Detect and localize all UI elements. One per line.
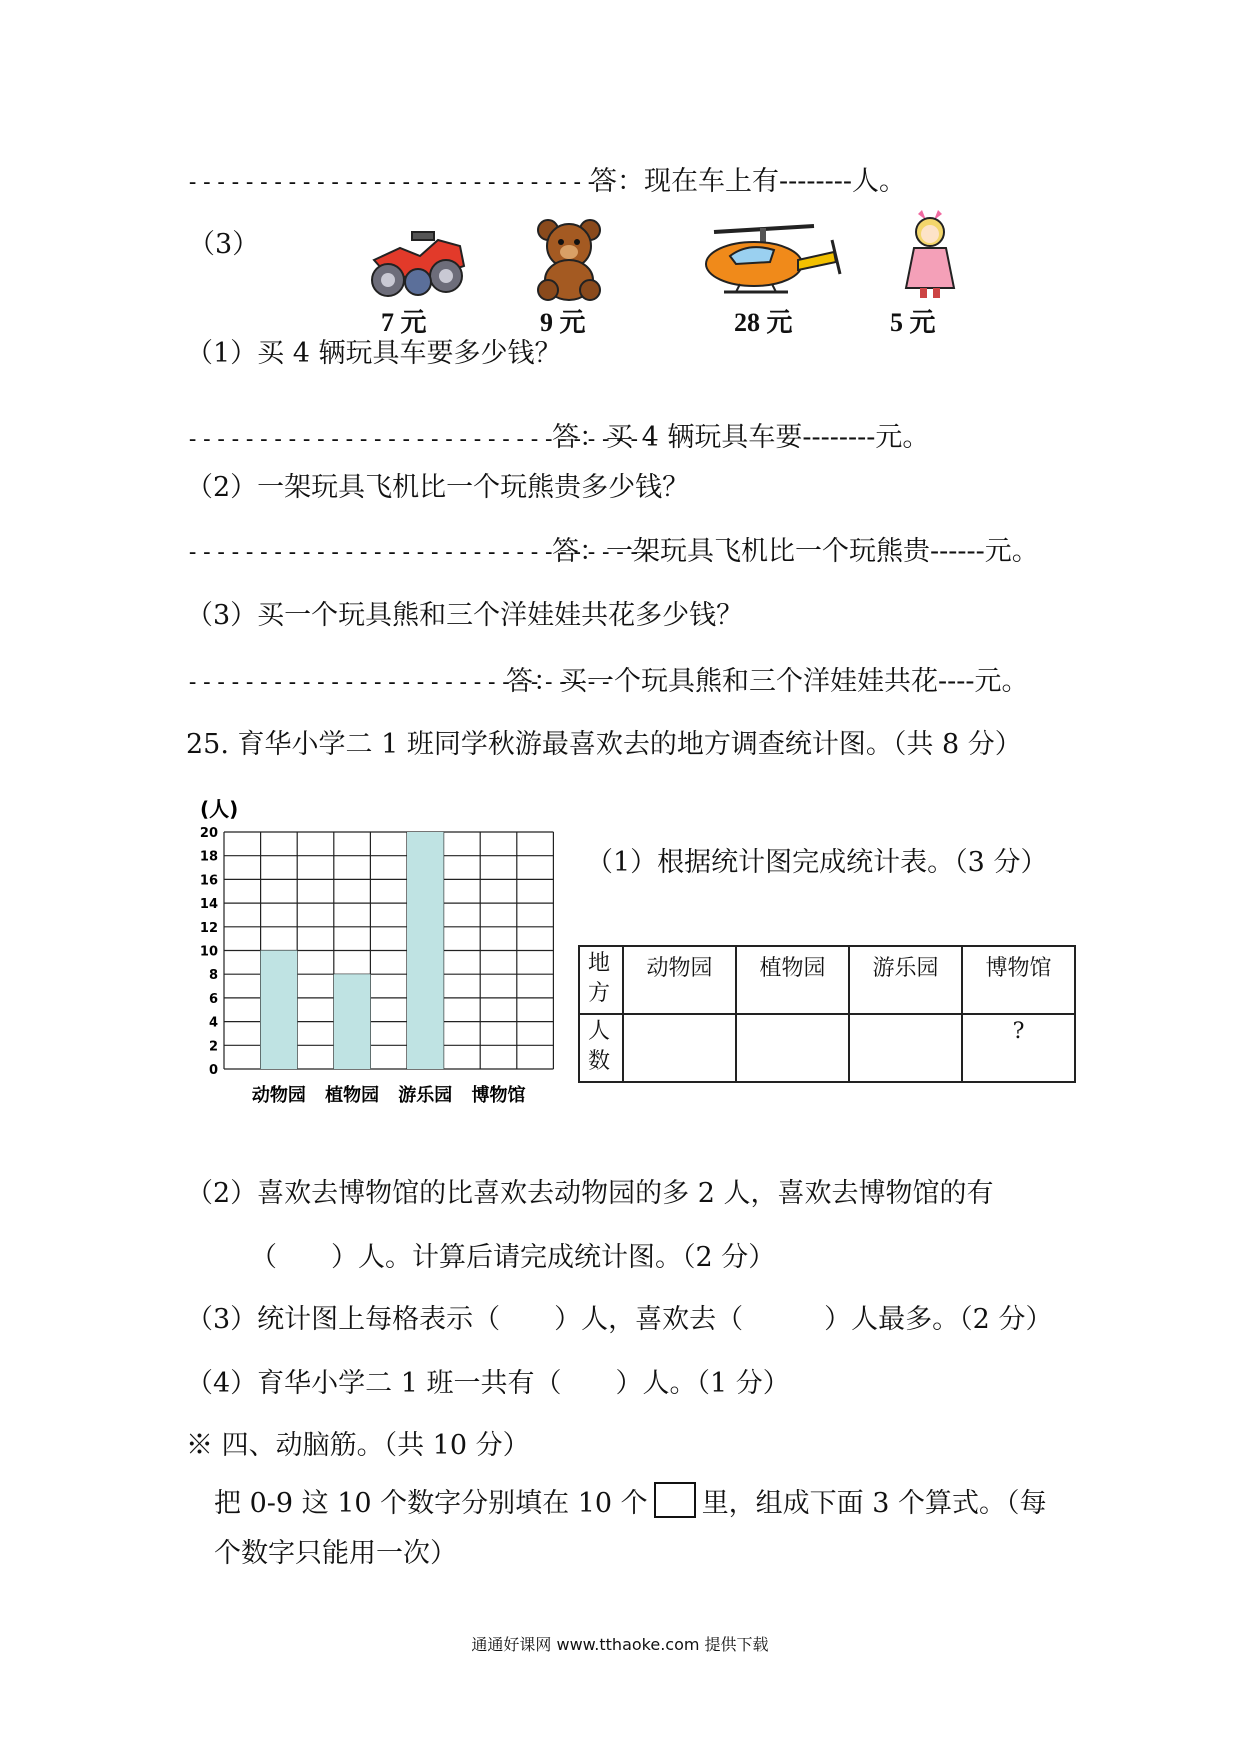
answer-blank-line: ------------------------------ xyxy=(186,670,614,695)
y-tick-label: 0 xyxy=(208,1063,218,1078)
helicopter-icon xyxy=(684,222,850,302)
table-cell[interactable] xyxy=(623,1014,736,1082)
table-header-cell: 植物园 xyxy=(736,946,849,1014)
y-tick-label: 2 xyxy=(208,1039,218,1055)
table-cell[interactable]: ? xyxy=(962,1014,1075,1082)
answer-blank-line: ------------------------------ xyxy=(186,170,614,195)
bar-游乐园 xyxy=(407,832,444,1069)
question-25-part-4: （4）育华小学二 1 班一共有（ ）人。（1 分） xyxy=(186,1368,790,1399)
answer-box-icon xyxy=(654,1482,696,1518)
section-4-line-2: 个数字只能用一次） xyxy=(214,1538,457,1569)
teddy-bear-icon xyxy=(532,218,606,302)
table-cell[interactable] xyxy=(736,1014,849,1082)
y-tick-label: 8 xyxy=(208,968,218,984)
chart-y-ticks xyxy=(200,826,218,1078)
price-doll: 5 元 xyxy=(890,308,936,337)
atv-toy-car-icon xyxy=(360,226,470,300)
bar-动物园 xyxy=(261,951,298,1070)
row-header-place: 地方 xyxy=(579,946,623,1014)
price-helicopter: 28 元 xyxy=(734,308,793,337)
x-category-label: 动物园 xyxy=(251,1085,306,1106)
answer-text: 答：现在车上有--------人。 xyxy=(590,166,906,197)
statistics-table xyxy=(578,945,1076,1083)
section-4-line-1 xyxy=(214,1482,1047,1522)
question-25-part-3: （3）统计图上每格表示（ ）人，喜欢去（ ）人最多。（2 分） xyxy=(186,1304,1053,1335)
section-4-text: 里，组成下面 3 个算式。（每 xyxy=(701,1488,1047,1519)
answer-text: 答：买一个玩具熊和三个洋娃娃共花----元。 xyxy=(506,666,1029,697)
question-25-part-1: （1）根据统计图完成统计表。（3 分） xyxy=(586,847,1048,878)
chart-y-axis-label: (人) xyxy=(200,797,239,821)
table-row xyxy=(579,946,1075,1014)
answer-blank-line: --------------------------------- xyxy=(186,540,657,565)
question-25-part-2: （2）喜欢去博物馆的比喜欢去动物园的多 2 人，喜欢去博物馆的有 xyxy=(186,1178,994,1209)
question-number: （3） xyxy=(188,229,260,260)
y-tick-label: 14 xyxy=(199,897,218,913)
y-tick-label: 12 xyxy=(199,920,218,936)
price-toy-car: 7 元 xyxy=(381,308,427,337)
section-4-title: ※ 四、动脑筋。（共 10 分） xyxy=(186,1430,530,1461)
question-25-title: 25. 育华小学二 1 班同学秋游最喜欢去的地方调查统计图。（共 8 分） xyxy=(186,729,1022,760)
y-tick-label: 18 xyxy=(199,849,218,865)
y-tick-label: 4 xyxy=(208,1015,218,1031)
answer-text: 答：一架玩具飞机比一个玩熊贵------元。 xyxy=(552,536,1039,567)
x-category-label: 植物园 xyxy=(325,1085,380,1106)
footer-credit: 通通好课网 www.tthaoke.com 提供下载 xyxy=(471,1635,769,1654)
doll-icon xyxy=(900,208,960,300)
table-row xyxy=(579,1014,1075,1082)
y-tick-label: 20 xyxy=(199,826,218,841)
table-cell[interactable] xyxy=(849,1014,962,1082)
question-25-part-2-cont: （ ）人。计算后请完成统计图。（2 分） xyxy=(250,1242,776,1273)
y-tick-label: 16 xyxy=(199,873,218,889)
row-header-count: 人数 xyxy=(579,1014,623,1082)
sub-question-3: （3）买一个玩具熊和三个洋娃娃共花多少钱？ xyxy=(186,600,744,631)
sub-question-1: （1）买 4 辆玩具车要多少钱？ xyxy=(186,338,562,369)
y-tick-label: 10 xyxy=(199,944,218,960)
table-header-cell: 游乐园 xyxy=(849,946,962,1014)
sub-question-2: （2）一架玩具飞机比一个玩熊贵多少钱？ xyxy=(186,472,690,503)
x-category-label: 博物馆 xyxy=(471,1085,526,1106)
price-teddy-bear: 9 元 xyxy=(540,308,586,337)
chart-x-labels xyxy=(252,1084,526,1106)
answer-blank-line: --------------------------------- xyxy=(186,427,657,452)
x-category-label: 游乐园 xyxy=(398,1085,453,1106)
answer-text: 答：买 4 辆玩具车要--------元。 xyxy=(552,422,930,453)
bar-chart xyxy=(186,796,566,1126)
section-4-text: 把 0-9 这 10 个数字分别填在 10 个 xyxy=(214,1488,648,1519)
table-header-cell: 动物园 xyxy=(623,946,736,1014)
table-header-cell: 博物馆 xyxy=(962,946,1075,1014)
bar-植物园 xyxy=(334,974,371,1069)
y-tick-label: 6 xyxy=(208,991,218,1007)
